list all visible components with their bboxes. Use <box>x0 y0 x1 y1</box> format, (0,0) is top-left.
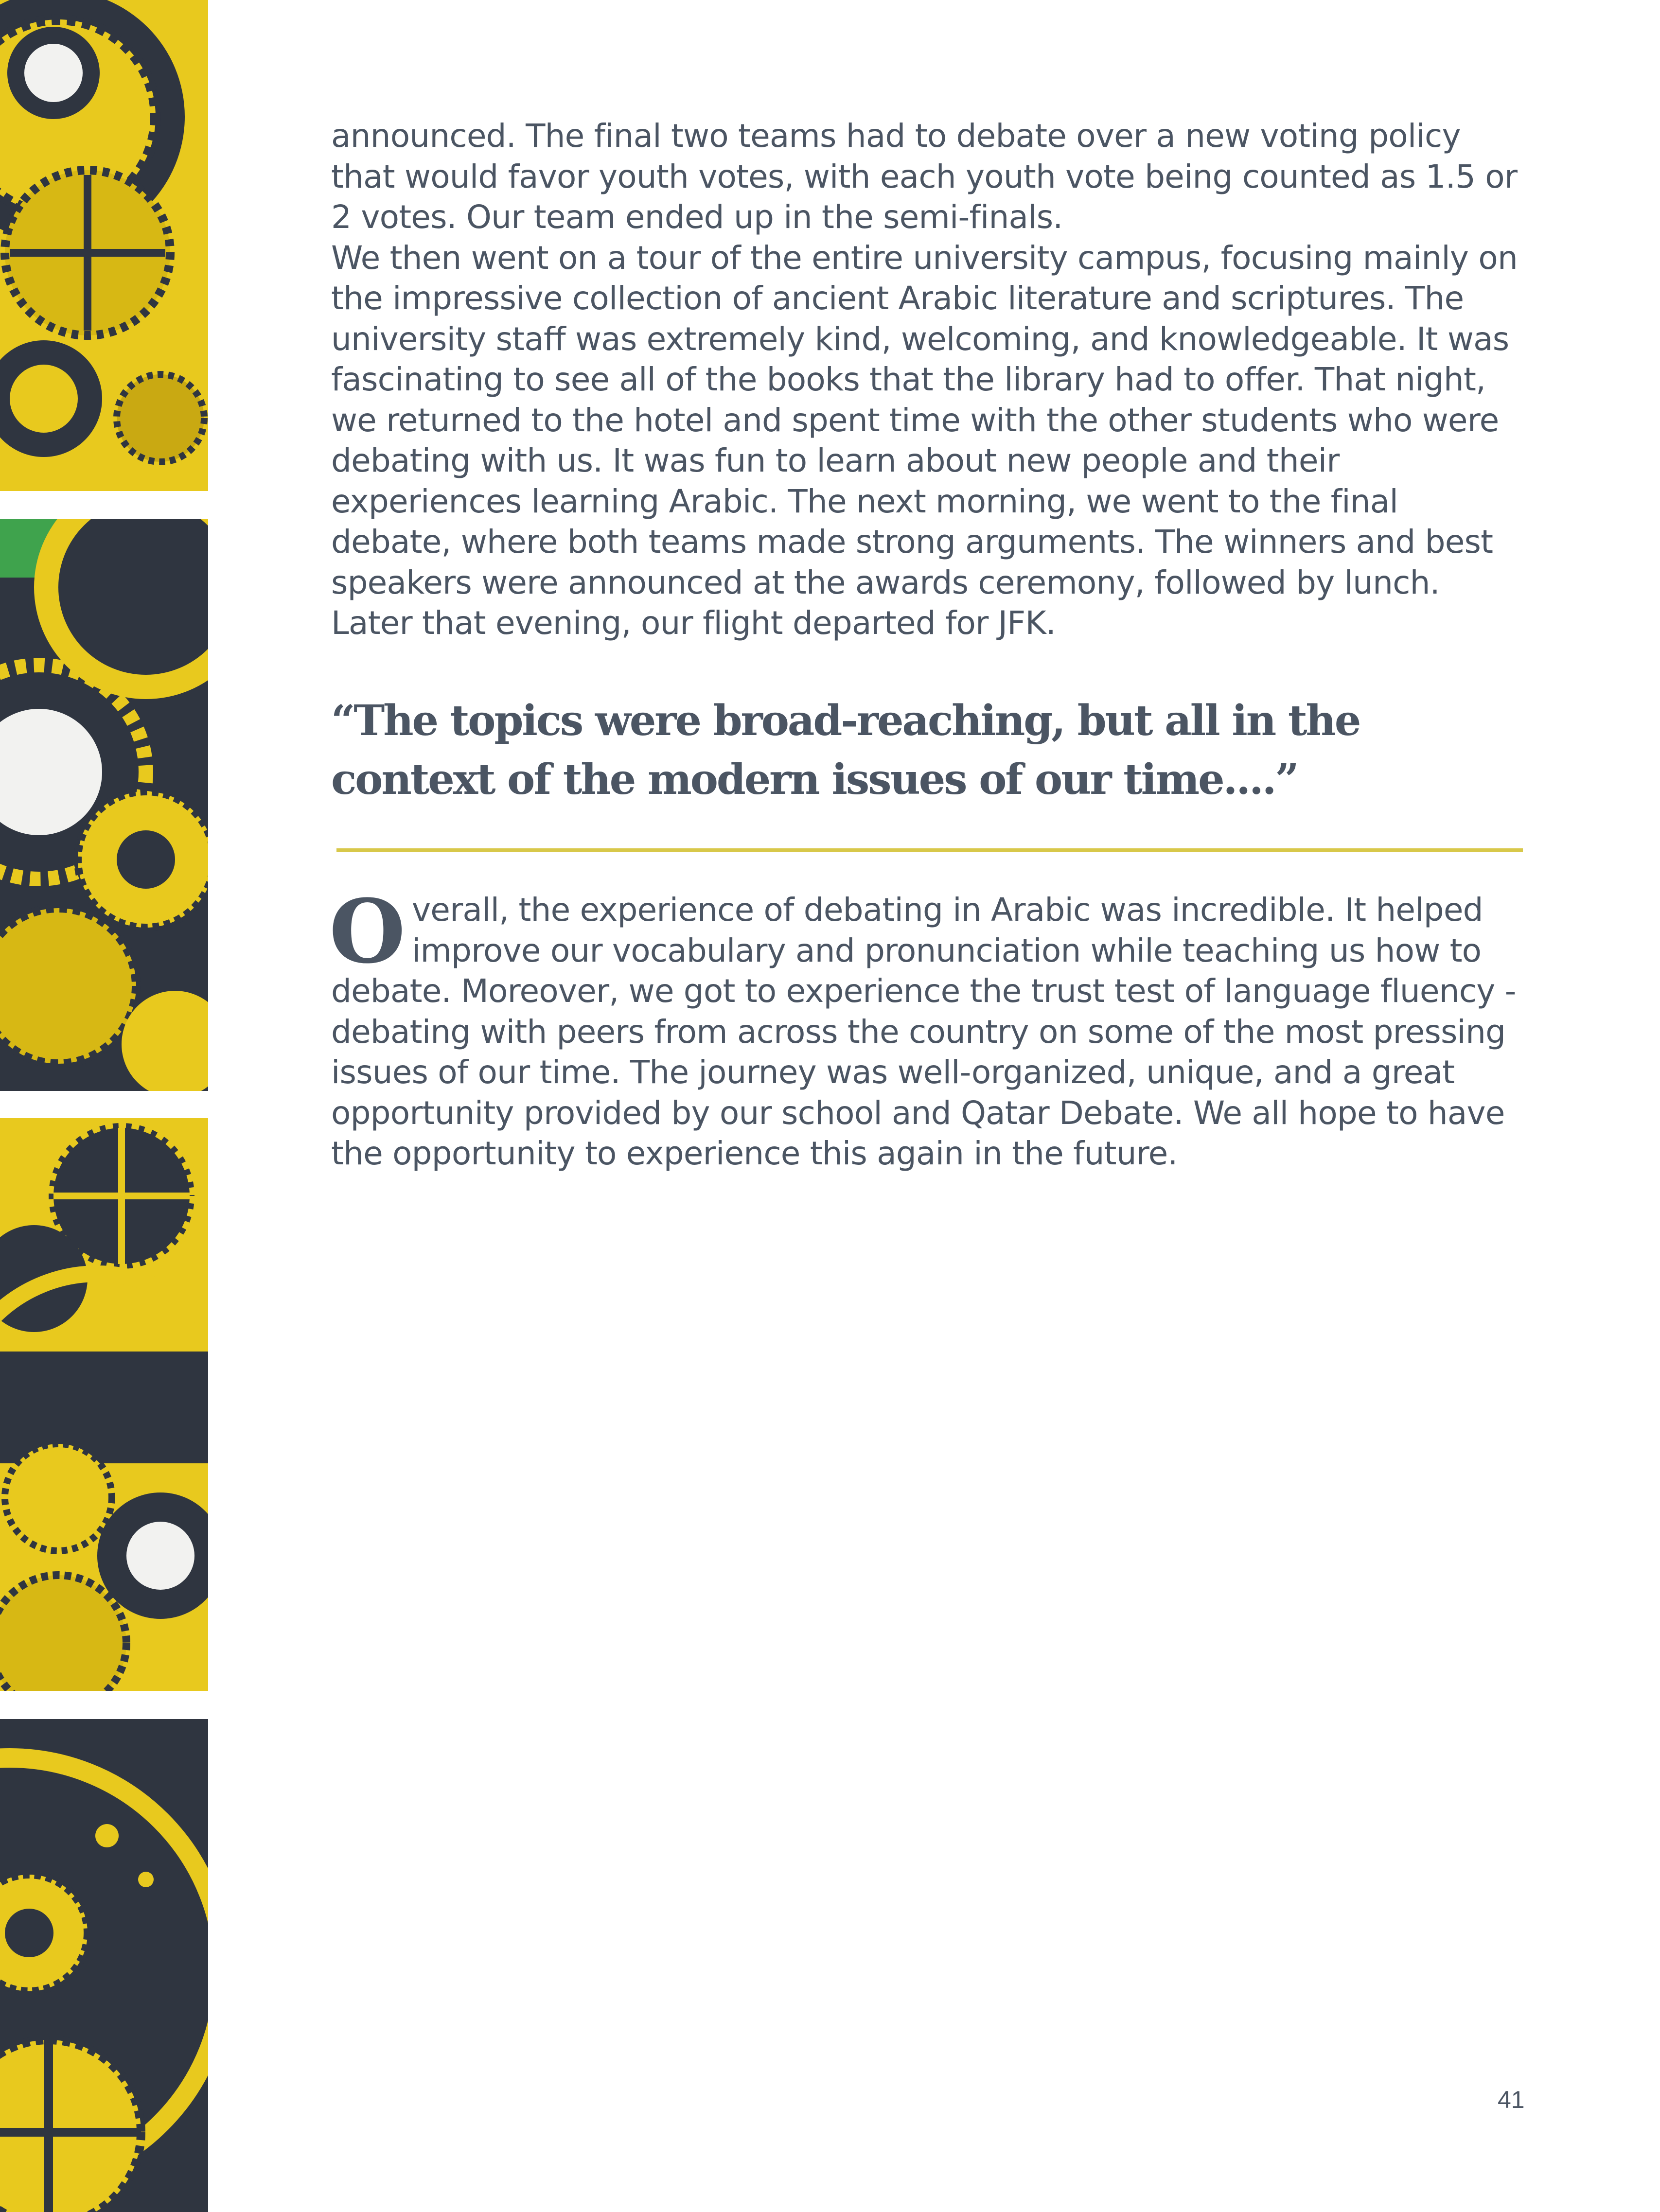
gears-photo-1 <box>0 0 208 491</box>
article-conclusion <box>329 880 1526 1174</box>
gears-photo-4 <box>0 1719 208 2212</box>
article-paragraph-2: We then went on a tour of the entire university campus, focusing mainly on the impressive collection of ancient Arabic literature and scriptures. The university staff was extremely kind, welcoming, and knowledgeable. It was fascinating to see all of the books that the library had to offer. That night, we returned to the hotel and spent time with the other students who were debating with us. It was fun to learn about new people and their experiences learning Arabic. The next morning, we went to the final debate, where both teams made strong arguments. The winners and best speakers were announced at the awards ceremony, followed by lunch. Later that evening, our flight departed for JFK. <box>331 239 1528 642</box>
article-paragraph-3 <box>329 880 1526 1174</box>
page-number: 41 <box>1498 2086 1525 2113</box>
article-paragraph-1: announced. The final two teams had to debate over a new voting policy that would favor youth votes, with each youth vote being counted as 1.5 or 2 votes. Our team ended up in the semi-finals. <box>331 117 1527 236</box>
pull-quote: “The topics were broad-reaching, but all in the context of the modern issues of our time....” <box>331 696 1360 804</box>
drop-cap: O <box>329 880 405 983</box>
article-body <box>331 116 1528 644</box>
divider-rule <box>336 848 1523 852</box>
gears-photo-2 <box>0 519 208 1091</box>
article-paragraph-3-text: verall, the experience of debating in Arabic was incredible. It helped improve our vocabulary and pronunciation while teaching us how to debate. Moreover, we got to experience the trust test of language fluency - debating with peers from across the country on some of the most pressing issues of our time. The journey was well-organized, unique, and a great opportunity provided by our school and Qatar Debate. We all hope to have the opportunity to experience this again in the future. <box>331 891 1526 1172</box>
gears-photo-3 <box>0 1118 208 1691</box>
